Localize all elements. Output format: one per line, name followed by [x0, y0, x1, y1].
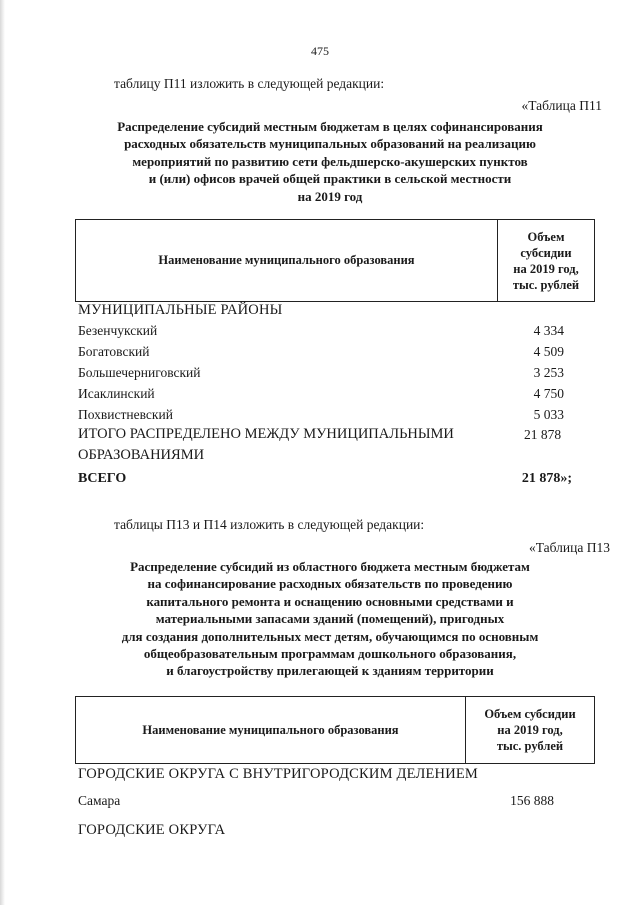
column-header-value [466, 697, 594, 763]
header-line: Объем [527, 229, 565, 244]
table-heading-p13 [60, 558, 600, 680]
table-row [78, 344, 564, 360]
table-row [78, 407, 564, 423]
table-header-p11 [75, 219, 595, 302]
section-municipal-districts: МУНИЦИПАЛЬНЫЕ РАЙОНЫ [78, 302, 283, 318]
row-name: Большечерниговский [78, 365, 201, 380]
table-row [78, 323, 564, 339]
header-line: тыс. рублей [496, 739, 564, 753]
grand-total-value: 21 878»; [521, 471, 572, 486]
section-urban-districts: ГОРОДСКИЕ ОКРУГА [78, 822, 226, 838]
section-urban-districts-divided: ГОРОДСКИЕ ОКРУГА С ВНУТРИГОРОДСКИМ ДЕЛЕНИЕМ [78, 766, 479, 782]
grand-total-row [78, 471, 572, 487]
row-name: Исаклинский [78, 386, 155, 401]
row-name: Похвистневский [78, 407, 173, 422]
heading-line: расходных обязательств муниципальных образований на реализацию [124, 136, 536, 152]
table-ref-p13: «Таблица П13 [529, 540, 610, 555]
column-header-name: Наименование муниципального образования [76, 220, 498, 301]
heading-line: на софинансирование расходных обязательств по проведению [147, 576, 513, 592]
row-name: Самара [78, 793, 121, 808]
table-row [78, 365, 564, 381]
table-ref-p11: «Таблица П11 [521, 98, 602, 113]
table-row [78, 386, 564, 402]
heading-line: материальными запасами зданий (помещений), пригодных [155, 611, 505, 627]
subtotal-label: ИТОГО РАСПРЕДЕЛЕНО МЕЖДУ МУНИЦИПАЛЬНЫМИ ОБРАЗОВАНИЯМИ [78, 426, 454, 463]
table-row [78, 793, 554, 809]
row-value: 4 334 [533, 323, 564, 338]
table-header-p13 [75, 696, 595, 764]
row-value: 4 509 [533, 344, 564, 359]
table-heading-p11 [60, 118, 600, 205]
subtotal-value: 21 878 [524, 427, 562, 442]
heading-line: Распределение субсидий местным бюджетам в целях софинансирования [117, 119, 543, 134]
heading-line: капитального ремонта и оснащению основными средствами и [146, 593, 514, 609]
header-line: Объем субсидии [484, 707, 576, 721]
header-line: на 2019 год, [513, 261, 579, 276]
header-line: субсидии [520, 245, 572, 260]
heading-line: и благоустройству прилегающей к зданиям территории [166, 663, 494, 679]
scan-edge [0, 0, 5, 905]
header-line: на 2019 год, [497, 723, 563, 737]
column-header-value [498, 220, 594, 301]
row-value: 5 033 [533, 407, 564, 422]
heading-line: мероприятий по развитию сети фельдшерско-акушерских пунктов [132, 153, 528, 169]
row-value: 3 253 [533, 365, 564, 380]
heading-line: на 2019 год [297, 188, 363, 204]
page-number: 475 [311, 44, 329, 58]
header-line: тыс. рублей [512, 277, 580, 292]
row-name: Безенчукский [78, 323, 158, 338]
heading-line: Распределение субсидий из областного бюджета местным бюджетам [130, 559, 530, 574]
row-value: 156 888 [510, 793, 554, 808]
column-header-name: Наименование муниципального образования [76, 697, 466, 763]
intro-text-p13: таблицы П13 и П14 изложить в следующей редакции: [114, 517, 425, 532]
heading-line: для создания дополнительных мест детям, обучающимся по основным [121, 628, 539, 644]
grand-total-label: ВСЕГО [78, 471, 127, 486]
row-value: 4 750 [533, 386, 564, 401]
intro-text-p11: таблицу П11 изложить в следующей редакции: [114, 76, 385, 91]
heading-line: общеобразовательным программам дошкольного образования, [143, 646, 517, 662]
heading-line: и (или) офисов врачей общей практики в сельской местности [148, 171, 512, 187]
row-name: Богатовский [78, 344, 150, 359]
